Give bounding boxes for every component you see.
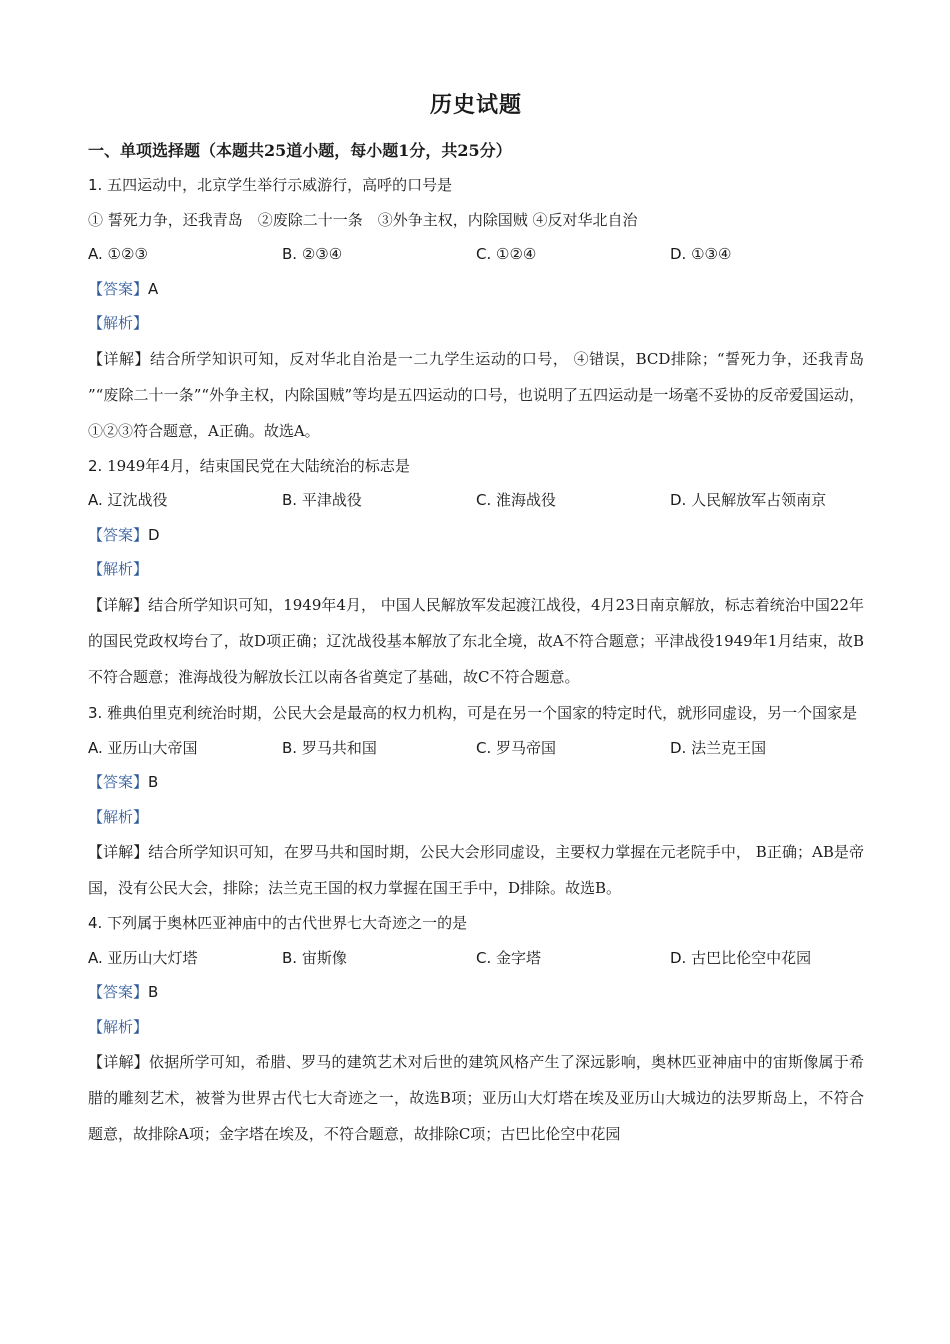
option-letter: B. bbox=[282, 738, 298, 757]
answer-line bbox=[88, 272, 864, 307]
question-2 bbox=[88, 449, 864, 695]
option-text: 淮海战役 bbox=[496, 491, 557, 509]
detail-text: 结合所学知识可知，反对华北自治是一二九学生运动的口号， ④错误，BCD排除；“誓死力争，还我青岛 ”“废除二十一条”“外争主权，内除国贼”等均是五四运动的口号，也说明了五四运动是一场毫不妥协的反帝爱国运动，①②③符合题意，A正确。故选A。 bbox=[88, 349, 864, 440]
option-letter: A. bbox=[88, 245, 103, 263]
question-items: ① 誓死力争，还我青岛 ②废除二十一条 ③外争主权，内除国贼 ④反对华北自治 bbox=[88, 210, 638, 229]
analysis-label: 【解析】 bbox=[88, 1017, 149, 1036]
options-row bbox=[88, 237, 864, 272]
option-letter: A. bbox=[88, 491, 103, 509]
analysis-label: 【解析】 bbox=[88, 807, 149, 826]
detail-text: 依据所学可知，希腊、罗马的建筑艺术对后世的建筑风格产生了深远影响，奥林匹亚神庙中的宙斯像属于希腊的雕刻艺术，被誉为世界古代七大奇迹之一，故选B项；亚历山大灯塔在埃及亚历山大城边的法罗斯岛上，不符合题意，故排除A项；金字塔在埃及，不符合题意，故排除C项；古巴比伦空中花园 bbox=[88, 1053, 864, 1143]
question-stem bbox=[88, 695, 864, 731]
option-letter: A. bbox=[88, 948, 103, 967]
option-letter: B. bbox=[282, 948, 298, 967]
option-text: 罗马共和国 bbox=[301, 738, 377, 757]
option-text: 法兰克王国 bbox=[691, 738, 767, 757]
analysis-line bbox=[88, 800, 864, 835]
option-letter: C. bbox=[476, 948, 492, 967]
option-text: 人民解放军占领南京 bbox=[691, 491, 827, 509]
analysis-line bbox=[88, 306, 864, 341]
answer-line bbox=[88, 518, 864, 553]
option-c bbox=[476, 483, 670, 518]
option-letter: B. bbox=[282, 245, 298, 263]
question-stem bbox=[88, 449, 864, 484]
question-number: 3. bbox=[88, 703, 103, 722]
option-c bbox=[476, 731, 670, 766]
question-number: 1. bbox=[88, 176, 103, 194]
option-text: ①②④ bbox=[496, 245, 537, 263]
option-text: ①③④ bbox=[691, 245, 732, 263]
analysis-line bbox=[88, 1010, 864, 1045]
answer-line bbox=[88, 765, 864, 800]
option-d bbox=[670, 237, 864, 272]
explanation bbox=[88, 587, 864, 695]
option-d bbox=[670, 941, 864, 976]
option-text: 辽沈战役 bbox=[107, 491, 168, 509]
option-a bbox=[88, 483, 282, 518]
option-letter: D. bbox=[670, 245, 687, 263]
answer-label: 【答案】 bbox=[88, 279, 149, 298]
option-c bbox=[476, 941, 670, 976]
option-letter: B. bbox=[282, 491, 298, 509]
option-letter: D. bbox=[670, 491, 687, 509]
option-letter: D. bbox=[670, 738, 687, 757]
answer-label: 【答案】 bbox=[88, 983, 149, 1001]
options-row bbox=[88, 941, 864, 976]
answer-value: B bbox=[148, 983, 159, 1001]
option-letter: C. bbox=[476, 245, 492, 263]
answer-label: 【答案】 bbox=[88, 773, 149, 791]
option-letter: C. bbox=[476, 738, 492, 757]
question-4 bbox=[88, 906, 864, 1152]
option-letter: A. bbox=[88, 738, 103, 757]
question-number: 2. bbox=[88, 456, 103, 475]
detail-text: 结合所学知识可知，1949年4月， 中国人民解放军发起渡江战役，4月23日南京解放，标志着统治中国22年的国民党政权垮台了，故D项正确；辽沈战役基本解放了东北全境，故A不符合题意；平津战役1949年1月结束，故B不符合题意；淮海战役为解放长江以南各省奠定了基础，故C不符合题意。 bbox=[88, 595, 864, 686]
question-3 bbox=[88, 695, 864, 907]
question-text: 雅典伯里克利统治时期，公民大会是最高的权力机构，可是在另一个国家的特定时代，就形同虚设，另一个国家是 bbox=[107, 703, 858, 722]
options-row bbox=[88, 483, 864, 518]
explanation bbox=[88, 834, 864, 906]
option-c bbox=[476, 237, 670, 272]
detail-label: 【详解】 bbox=[88, 1053, 149, 1071]
option-d bbox=[670, 483, 864, 518]
question-text: 1949年4月，结束国民党在大陆统治的标志是 bbox=[107, 456, 410, 475]
detail-label: 【详解】 bbox=[88, 595, 149, 614]
analysis-label: 【解析】 bbox=[88, 314, 149, 332]
option-text: ①②③ bbox=[107, 245, 148, 263]
option-text: ②③④ bbox=[301, 245, 343, 263]
question-stem bbox=[88, 906, 864, 941]
option-b bbox=[282, 731, 476, 766]
answer-value: D bbox=[148, 525, 160, 544]
option-a bbox=[88, 731, 282, 766]
question-stem bbox=[88, 168, 864, 203]
option-letter: C. bbox=[476, 491, 492, 509]
section-heading: 一、单项选择题（本题共25道小题，每小题1分，共25分） bbox=[88, 141, 512, 160]
option-text: 亚历山大帝国 bbox=[107, 738, 198, 757]
answer-line bbox=[88, 975, 864, 1010]
option-text: 平津战役 bbox=[301, 491, 362, 509]
option-text: 金字塔 bbox=[496, 948, 542, 967]
analysis-line bbox=[88, 552, 864, 587]
explanation bbox=[88, 341, 864, 449]
option-text: 亚历山大灯塔 bbox=[107, 948, 198, 967]
detail-text: 结合所学知识可知，在罗马共和国时期，公民大会形同虚设，主要权力掌握在元老院手中， B正确；AB是帝国，没有公民大会，排除；法兰克王国的权力掌握在国王手中，D排除。故选B。 bbox=[88, 843, 864, 897]
question-number: 4. bbox=[88, 914, 103, 932]
exam-page bbox=[88, 84, 864, 1152]
option-text: 宙斯像 bbox=[301, 948, 347, 967]
answer-value: B bbox=[148, 773, 159, 791]
question-text: 五四运动中，北京学生举行示威游行，高呼的口号是 bbox=[107, 176, 453, 194]
answer-value: A bbox=[148, 279, 159, 298]
detail-label: 【详解】 bbox=[88, 349, 150, 368]
analysis-label: 【解析】 bbox=[88, 560, 149, 578]
answer-label: 【答案】 bbox=[88, 525, 149, 544]
option-a bbox=[88, 237, 282, 272]
option-b bbox=[282, 941, 476, 976]
option-letter: D. bbox=[670, 948, 687, 967]
option-text: 古巴比伦空中花园 bbox=[691, 948, 812, 967]
question-text: 下列属于奥林匹亚神庙中的古代世界七大奇迹之一的是 bbox=[107, 914, 468, 932]
explanation bbox=[88, 1044, 864, 1152]
option-text: 罗马帝国 bbox=[496, 738, 557, 757]
option-b bbox=[282, 237, 476, 272]
option-b bbox=[282, 483, 476, 518]
page-title: 历史试题 bbox=[429, 92, 522, 118]
detail-label: 【详解】 bbox=[88, 843, 149, 861]
option-d bbox=[670, 731, 864, 766]
question-1 bbox=[88, 168, 864, 449]
options-row bbox=[88, 731, 864, 766]
option-a bbox=[88, 941, 282, 976]
